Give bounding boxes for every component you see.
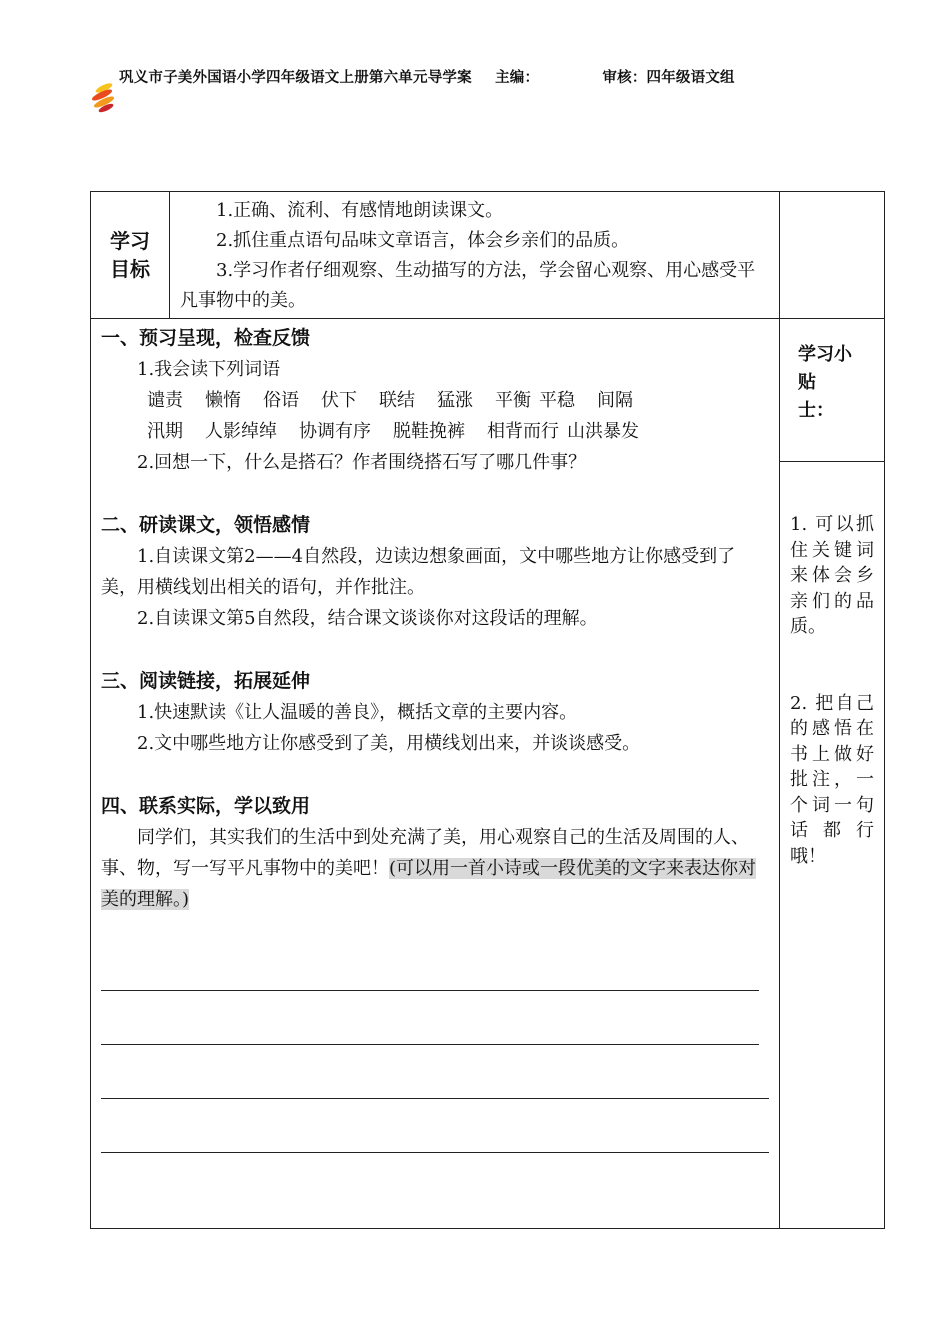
question: 2.文中哪些地方让你感受到了美，用横线划出来，并谈谈感受。 bbox=[137, 733, 641, 754]
highlighted-hint: (可以用一首小诗或一段优美的文字来表达你对美的理解。) bbox=[101, 858, 757, 910]
header-title bbox=[119, 66, 735, 87]
word: 谴责 bbox=[147, 390, 183, 411]
editor-label: 主编： bbox=[495, 70, 540, 86]
school-title: 巩义市子美外国语小学四年级语文上册第六单元导学案 bbox=[119, 70, 472, 86]
word: 平衡 bbox=[495, 390, 531, 411]
answer-line[interactable] bbox=[101, 1045, 769, 1099]
goals-label: 学习目标 bbox=[91, 192, 170, 319]
worksheet-table bbox=[90, 191, 885, 1229]
question: 1.自读课文第2——4自然段，边读边想象画面，文中哪些地方让你感受到了美，用横线划出相关的语句，并作批注。 bbox=[101, 546, 736, 598]
question: 1.快速默读《让人温暖的善良》，概括文章的主要内容。 bbox=[137, 702, 578, 723]
tips-content bbox=[780, 462, 885, 1229]
tip-item: 2. 把自己的感悟在书上做好批注，一个词一句话都行哦！ bbox=[790, 692, 874, 867]
word: 俗语 bbox=[263, 390, 299, 411]
writing-prompt: 同学们，其实我们的生活中到处充满了美，用心观察自己的生活及周围的人、事、物，写一写平凡事物中的美吧！(可以用一首小诗或一段优美的文字来表达你对美的理解。) bbox=[101, 827, 757, 910]
answer-line[interactable] bbox=[101, 1099, 769, 1153]
word: 协调有序 bbox=[299, 421, 371, 442]
goals-row bbox=[91, 192, 885, 319]
word-list bbox=[101, 416, 769, 447]
word: 平稳 bbox=[539, 390, 575, 411]
section-title: 四、联系实际，学以致用 bbox=[101, 795, 311, 817]
reviewer-label: 审核：四年级语文组 bbox=[602, 70, 735, 86]
goal-item: 2.抓住重点语句品味文章语言，体会乡亲们的品质。 bbox=[216, 230, 630, 251]
tips-heading: 学习小贴 士： bbox=[780, 319, 885, 462]
section-title: 一、预习呈现，检查反馈 bbox=[101, 327, 311, 349]
page-header bbox=[88, 66, 908, 116]
word: 相背而行 bbox=[487, 421, 559, 442]
goal-item: 3.学习作者仔细观察、生动描写的方法，学会留心观察、用心感受平凡事物中的美。 bbox=[180, 260, 756, 311]
word: 伏下 bbox=[321, 390, 357, 411]
word: 脱鞋挽裤 bbox=[393, 421, 465, 442]
word: 汛期 bbox=[147, 421, 183, 442]
goals-list bbox=[170, 192, 780, 319]
word: 猛涨 bbox=[437, 390, 473, 411]
goals-side-cell bbox=[780, 192, 885, 319]
word: 联结 bbox=[379, 390, 415, 411]
section-title: 三、阅读链接，拓展延伸 bbox=[101, 670, 311, 692]
word: 人影绰绰 bbox=[205, 421, 277, 442]
tip-item: 1. 可以抓住关键词来体会乡亲们的品质。 bbox=[790, 514, 874, 637]
goal-item: 1.正确、流利、有感情地朗读课文。 bbox=[216, 200, 504, 221]
answer-line[interactable] bbox=[101, 991, 759, 1045]
main-content bbox=[91, 319, 780, 1229]
answer-line[interactable] bbox=[101, 937, 759, 991]
word: 山洪暴发 bbox=[567, 421, 639, 442]
word: 懒惰 bbox=[205, 390, 241, 411]
question: 2.回想一下，什么是搭石？作者围绕搭石写了哪几件事？ bbox=[137, 452, 587, 473]
word-list bbox=[101, 385, 769, 416]
question: 2.自读课文第5自然段，结合课文谈谈你对这段话的理解。 bbox=[137, 608, 598, 629]
section-title: 二、研读课文，领悟感情 bbox=[101, 514, 311, 536]
question: 1.我会读下列词语 bbox=[137, 359, 281, 380]
content-row bbox=[91, 319, 885, 462]
word: 间隔 bbox=[597, 390, 633, 411]
school-logo-icon bbox=[88, 78, 118, 114]
